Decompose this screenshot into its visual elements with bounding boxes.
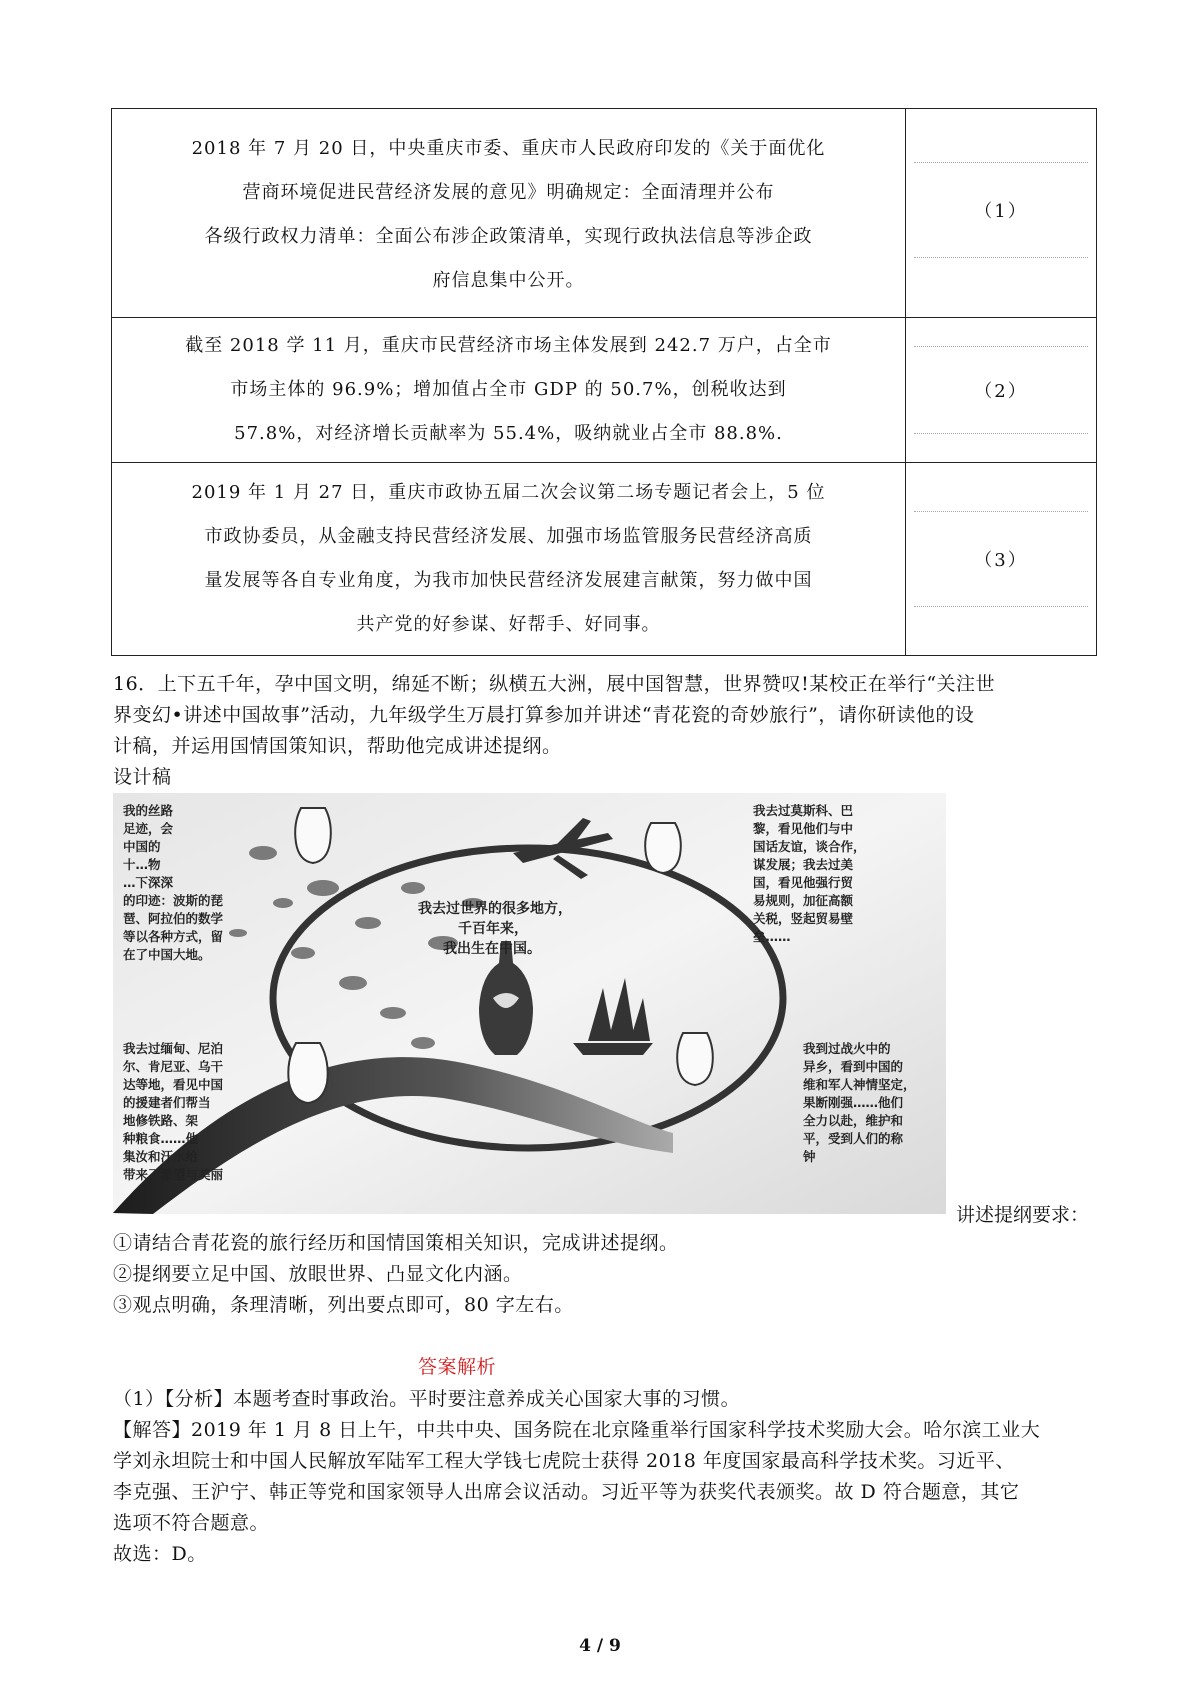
top-left-text: 我的丝路 足迹，会 中国的 十…物 …下深深 的印迹：波斯的琵 琶、阿拉伯的数学 等以各种方式，留 在了中国大地。: [123, 803, 224, 962]
material-cell: [112, 109, 906, 318]
answer-choice: 故选：D。: [113, 1543, 207, 1565]
table-row: [112, 318, 1097, 463]
material-cell: [112, 318, 906, 463]
bottom-right-text: 我到过战火中的 异乡，看到中国的 维和军人神情坚定， 果断刚强……他们 全力以赴，维护和 平，受到人们的称 钟: [803, 1041, 916, 1164]
answer-analysis: （1）【分析】本题考查时事政治。平时要注意养成关心国家大事的习惯。: [113, 1388, 741, 1410]
solution-line: 学刘永坦院士和中国人民解放军陆军工程大学钱七虎院士获得 2018 年度国家最高科学技术奖。习近平、: [113, 1450, 1015, 1472]
material-line: 2019 年 1 月 27 日，重庆市政协五届二次会议第二场专题记者会上，5 位: [191, 482, 826, 503]
question-line: 界变幻•讲述中国故事”活动，九年级学生万晨打算参加并讲述“青花瓷的奇妙旅行”，请你研读他的设: [113, 704, 975, 726]
material-table: [111, 108, 1097, 656]
table-row: [112, 109, 1097, 318]
top-right-text: 我去过莫斯科、巴 黎，看见他们与中 国话友谊，谈合作， 谋发展；我去过美 国，看见他强行贸 易规则，加征高额 关税，竖起贸易壁 垒……: [753, 803, 866, 944]
answer-cell: [906, 463, 1097, 656]
requirement-item: ③观点明确，条理清晰，列出要点即可，80 字左右。: [113, 1294, 574, 1316]
table-row: [112, 463, 1097, 656]
solution-line: 【解答】2019 年 1 月 8 日上午，中共中央、国务院在北京隆重举行国家科学技术奖励大会。哈尔滨工业大: [113, 1419, 1041, 1441]
question-16: [113, 669, 1093, 793]
solution-line: 李克强、王沪宁、韩正等党和国家领导人出席会议活动。习近平等为获奖代表颁奖。故 D 符合题意，其它: [113, 1481, 1020, 1503]
answer-heading: 答案解析: [418, 1356, 497, 1378]
material-line: 截至 2018 学 11 月，重庆市民营经济市场主体发展到 242.7 万户，占全市: [185, 335, 832, 356]
requirements-list: [113, 1228, 1093, 1321]
requirement-item: ①请结合青花瓷的旅行经历和国情国策相关知识，完成讲述提纲。: [113, 1232, 679, 1254]
bottom-left-text: 我去过缅甸、尼泊 尔、肯尼亚、乌干 达等地，看见中国 的援建者们帮当 地修铁路、架 种粮食……他 集汝和汗水给 带来了希望与美丽: [123, 1041, 224, 1182]
material-line: 府信息集中公开。: [432, 270, 585, 291]
answer-cell: [906, 318, 1097, 463]
material-line: 各级行政权力清单：全面公布涉企政策清单，实现行政执法信息等涉企政: [204, 226, 813, 247]
page-number: 4 / 9: [579, 1636, 621, 1656]
answer-label: （1）: [974, 201, 1028, 222]
material-line: 市场主体的 96.9%；增加值占全市 GDP 的 50.7%，创税收达到: [230, 379, 787, 400]
design-label: 设计稿: [113, 766, 172, 788]
answer-cell: [906, 109, 1097, 318]
material-line: 57.8%，对经济增长贡献率为 55.4%，吸纳就业占全市 88.8%.: [234, 423, 783, 444]
material-line: 量发展等各自专业角度，为我市加快民营经济发展建言献策，努力做中国: [204, 570, 813, 591]
material-line: 共产党的好参谋、好帮手、好同事。: [356, 614, 661, 635]
illustration-svg: [113, 793, 946, 1214]
requirement-item: ②提纲要立足中国、放眼世界、凸显文化内涵。: [113, 1263, 523, 1285]
design-illustration: [113, 793, 946, 1214]
requirement-label: 讲述提纲要求：: [956, 1204, 1090, 1226]
answer-label: （3）: [974, 550, 1028, 571]
material-line: 市政协委员，从金融支持民营经济发展、加强市场监管服务民营经济高质: [204, 526, 813, 547]
material-cell: [112, 463, 906, 656]
material-line: 2018 年 7 月 20 日，中央重庆市委、重庆市人民政府印发的《关于面优化: [191, 138, 826, 159]
question-line: 16．上下五千年，孕中国文明，绵延不断；纵横五大洲，展中国智慧，世界赞叹!某校正在举行“关注世: [113, 673, 996, 695]
answer-analysis-block: [113, 1384, 1093, 1570]
question-line: 计稿，并运用国情国策知识，帮助他完成讲述提纲。: [113, 735, 562, 757]
answer-label: （2）: [974, 381, 1028, 402]
center-text: 我去过世界的很多地方， 千百年来， 我出生在中国。: [418, 901, 572, 957]
solution-line: 选项不符合题意。: [113, 1512, 270, 1534]
material-line: 营商环境促进民营经济发展的意见》明确规定：全面清理并公布: [242, 182, 775, 203]
